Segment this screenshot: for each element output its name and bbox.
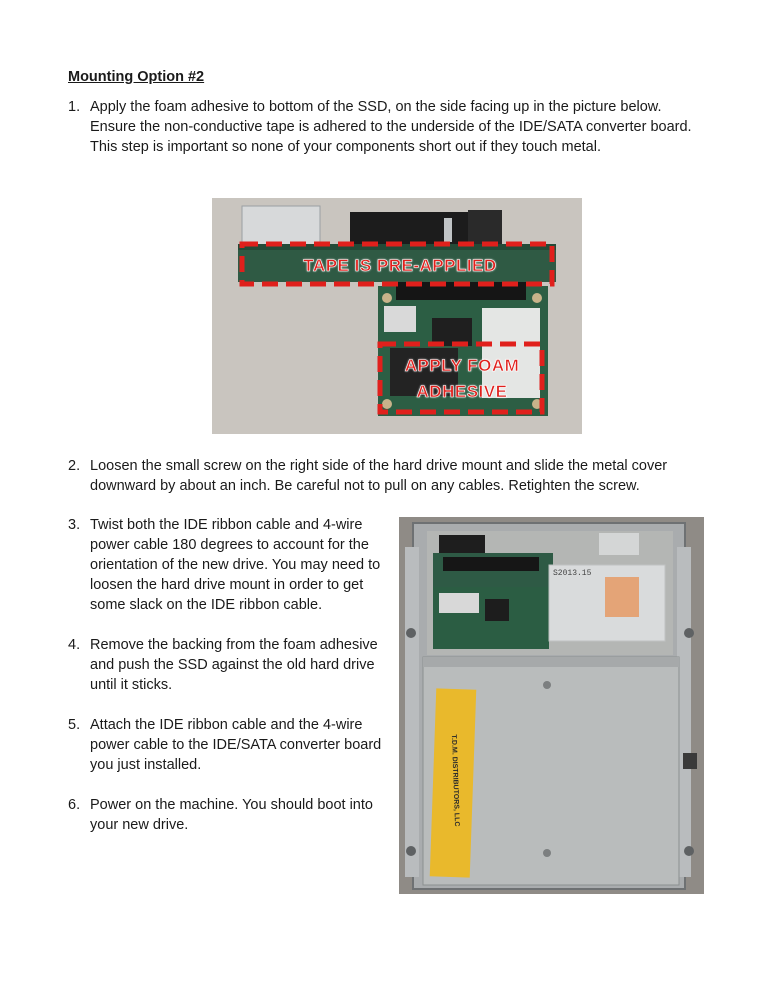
step-text: Remove the backing from the foam adhesive and push the SSD against the old hard drive until it sticks. — [90, 637, 378, 693]
step-2 — [68, 456, 708, 500]
step-1 — [68, 97, 708, 161]
step-number: 4. — [68, 637, 81, 653]
step-number: 3. — [68, 517, 81, 533]
installed-drive-illustration — [399, 517, 704, 894]
foam-label-line1: APPLY FOAM — [404, 356, 520, 375]
step-text: Apply the foam adhesive to bottom of the SSD, on the side facing up in the picture below. Ensure the non-conductive tape is adhered to the underside of the IDE/SATA converter board. This step is important so none of your components short out if they touch metal. — [90, 99, 692, 155]
step-6 — [68, 795, 386, 839]
tape-label: TAPE IS PRE-APPLIED — [303, 256, 497, 275]
step-text: Power on the machine. You should boot into your new drive. — [90, 797, 373, 833]
label-text: S2013.15 — [553, 569, 592, 578]
step-4 — [68, 635, 386, 699]
sticker-text: T.D.M. DISTRIBUTORS, LLC — [449, 734, 461, 827]
step-3 — [68, 515, 386, 619]
step-number: 2. — [68, 458, 81, 474]
foam-label-line2: ADHESIVE — [416, 382, 508, 401]
step-text: Twist both the IDE ribbon cable and 4-wire power cable 180 degrees to account for the orientation of the new drive. You may need to loosen the hard drive mount in order to get some slack on the IDE ribbon cable. — [90, 517, 381, 613]
step-text: Attach the IDE ribbon cable and the 4-wire power cable to the IDE/SATA converter board you just installed. — [90, 717, 382, 773]
step-number: 6. — [68, 797, 81, 813]
page-heading: Mounting Option #2 — [68, 69, 205, 85]
installed-drive-photo — [399, 517, 704, 894]
step-text: Loosen the small screw on the right side of the hard drive mount and slide the metal cover downward by about an inch. Be careful not to pull on any cables. Retighten the screw. — [90, 458, 668, 494]
step-5 — [68, 715, 386, 779]
step-number: 1. — [68, 99, 81, 115]
ssd-converter-photo — [212, 198, 582, 434]
step-number: 5. — [68, 717, 81, 733]
